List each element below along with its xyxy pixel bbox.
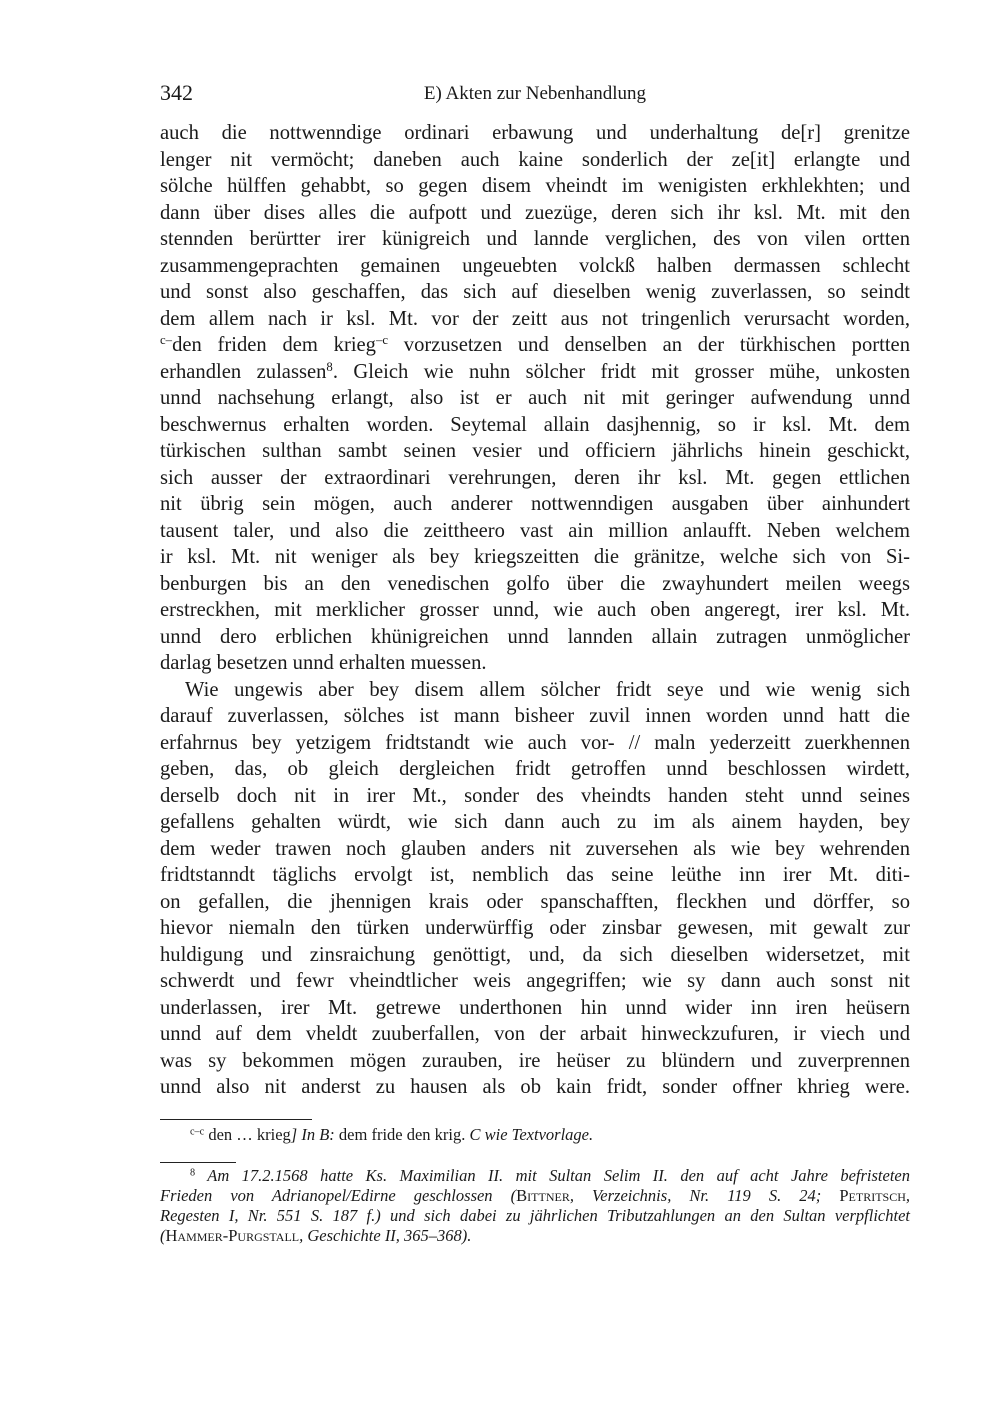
- text-line: geben, das, ob gleich dergleichen fridt getroffen unnd beschlossen wirdett,: [160, 758, 910, 780]
- page-number: 342: [160, 80, 193, 105]
- text-line: zusammengeprachten gemainen ungeuebten volckß halben dermassen schlecht: [160, 254, 910, 277]
- text-line: ir ksl. Mt. nit weniger als bey kriegszeitten die gränitze, welche sich von Si-: [160, 546, 910, 568]
- text-segment: vorzusetzen und denselben an der türkhischen portten: [388, 334, 910, 356]
- text-segment: . Gleich wie nuhn sölcher fridt mit grosser mühe, unkosten: [332, 360, 910, 383]
- author-name: Petritsch: [839, 1186, 906, 1205]
- text-line: [160, 332, 910, 359]
- text-line: underlassen, irer Mt. getrewe underthonen hin unnd wider inn iren heüsern: [160, 996, 910, 1019]
- text-segment: den friden dem krieg: [172, 334, 376, 356]
- text-line: gefallens gehalten würdt, wie sich dann auch zu im als ainem hayden, bey: [160, 811, 910, 833]
- text-line: unnd dero erblichen khünigreichen unnd lannden allain zutragen unmöglicher: [160, 625, 910, 648]
- text-line: unnd also nit anderst zu hausen als ob kain fridt, sonder offner khrieg were.: [160, 1076, 910, 1098]
- apparatus-variant: dem fride den krig.: [334, 1125, 470, 1144]
- footnote-text: , Geschichte II, 365–368).: [299, 1226, 472, 1245]
- text-line: Wie ungewis aber bey disem allem sölcher fridt seye und wie wenig sich: [185, 678, 910, 701]
- text-line: hievor niemaln den türken underwürffig oder zinsbar gewesen, mit gewalt zur: [160, 917, 910, 939]
- text-line: on gefallen, die jhennigen krais oder spanschafften, fleckhen und dörffer, so: [160, 890, 910, 913]
- text-line: dem weder trawen noch glauben anders nit zuversehen als wie bey wehrenden: [160, 837, 910, 860]
- footnote-line: [160, 1166, 910, 1186]
- apparatus-rule: [160, 1119, 312, 1120]
- footnote-text: ,: [905, 1186, 910, 1205]
- running-title: E) Akten zur Nebenhandlung: [423, 83, 647, 104]
- text-line: nit übrig sein mögen, auch anderer nottwenndigen ausgaben über ainhundert: [160, 493, 910, 515]
- text-line: huldigung und zinsraichung genöttigt, und, da sich dieselben widersetzet, mit: [160, 943, 910, 966]
- text-line: lenger nit vermöcht; daneben auch kaine sonderlich der ze[it] erlangte und: [160, 148, 910, 171]
- text-line: unnd auf dem vheldt zuuberfallen, von der arbait hinweckzufuren, ir viech und: [160, 1023, 910, 1045]
- footnote-ref-8: 8: [326, 359, 333, 374]
- text-line: sich ausser der extraordinari verehrungen, deren ihr ksl. Mt. gegen ettlichen: [160, 466, 910, 489]
- text-line: erfahrnus bey yetzigem fridtstandt wie auch vor- // maln yederzeitt zuerkhennen: [160, 731, 910, 754]
- text-line: darauf zuverlassen, sölches ist mann bisheer zuvil innen worden unnd hatt die: [160, 705, 910, 727]
- footnote-text: , Verzeichnis, Nr. 119 S. 24;: [569, 1186, 840, 1205]
- text-line: türkischen sulthan sambt seinen vesier und officiern jährlichs hinein geschickt,: [160, 440, 910, 462]
- text-line: schwerdt und fewr vheindtlicher weis angegriffen; wie sy dann auch sonst nit: [160, 970, 910, 992]
- running-header: [160, 80, 910, 110]
- text-line: dem allem nach ir ksl. Mt. vor der zeitt aus not tringenlich verursacht worden,: [160, 307, 910, 330]
- paragraph-2: [160, 677, 910, 1101]
- paragraph-1: [160, 120, 910, 677]
- footnote-text: Am 17.2.1568 hatte Ks. Maximilian II. mit Sultan Selim II. den auf acht Jahre befristeten: [195, 1166, 910, 1185]
- footnote-8: [160, 1166, 910, 1246]
- apparatus-note-end: C wie Textvorlage.: [469, 1125, 594, 1144]
- text-line: und sonst also geschaffen, das sich auf dieselben wenig zuverlassen, so seindt: [160, 281, 910, 303]
- text-line: [160, 359, 910, 386]
- main-text: [160, 120, 910, 1101]
- apparatus-note: [160, 1124, 910, 1146]
- text-line: benburgen bis an den venedischen golfo über die zwayhundert meilen weegs: [160, 572, 910, 595]
- footnote-line: [160, 1226, 910, 1246]
- author-name: Bittner: [516, 1186, 570, 1205]
- apparatus-lemma: den … krieg: [204, 1125, 291, 1144]
- text-line: auch die nottwenndige ordinari erbawung und underhaltung de[r] grenitze: [160, 122, 910, 144]
- footnote-text: (: [160, 1226, 166, 1245]
- footnote-line: Regesten I, Nr. 551 S. 187 f.) und sich dabei zu jährlichen Tributzahlungen an den Sultan verpflichtet: [160, 1206, 910, 1225]
- text-line: stennden berürtter irer künigreich und lannde verglichen, des von vilen ortten: [160, 228, 910, 250]
- text-line: was sy bekommen mögen zurauben, ire heüser zu blündern und zuverprennen: [160, 1049, 910, 1072]
- text-line: beschwernus erhalten worden. Seytemal allain dasjhennig, so ir ksl. Mt. dem: [160, 413, 910, 436]
- text-line: sölche hülffen gehabbt, so gegen disem vheindt im wenigisten erkhlekhten; und: [160, 175, 910, 197]
- apparatus-siglum: c–c: [190, 1126, 205, 1138]
- footnote-number: 8: [190, 1167, 196, 1179]
- text-line: derselb doch nit in irer Mt., sonder des vheindts handen steht unnd seines: [160, 784, 910, 807]
- footnote-line: [160, 1186, 910, 1206]
- text-line: tausent taler, und also die zeittheero vast ain million anlaufft. Neben welchem: [160, 519, 910, 542]
- apparatus-bracket: ] In B:: [290, 1125, 335, 1144]
- text-line: darlag besetzen unnd erhalten muessen.: [160, 652, 487, 674]
- footnote-rule: [160, 1162, 236, 1163]
- apparatus-siglum-open: c–: [160, 332, 173, 347]
- apparatus-siglum-close: –c: [375, 332, 389, 347]
- author-name: Hammer-Purgstall: [165, 1226, 300, 1245]
- text-line: unnd nachsehung erlangt, also ist er auch nit mit geringer aufwendung unnd: [160, 387, 910, 409]
- text-line: erstreckhen, mit merklicher grosser unnd, wie auch oben angeregt, irer ksl. Mt.: [160, 599, 910, 621]
- footnote-text: Frieden von Adrianopel/Edirne geschlossen (: [160, 1186, 517, 1205]
- text-line: dann über dises alles die aufpott und zuezüge, deren sich ihr ksl. Mt. mit den: [160, 201, 910, 224]
- text-line: fridtstanndt täglichs ervolgt ist, nemblich das seine leüthe inn irer Mt. diti-: [160, 864, 910, 886]
- text-segment: erhandlen zulassen: [160, 360, 327, 383]
